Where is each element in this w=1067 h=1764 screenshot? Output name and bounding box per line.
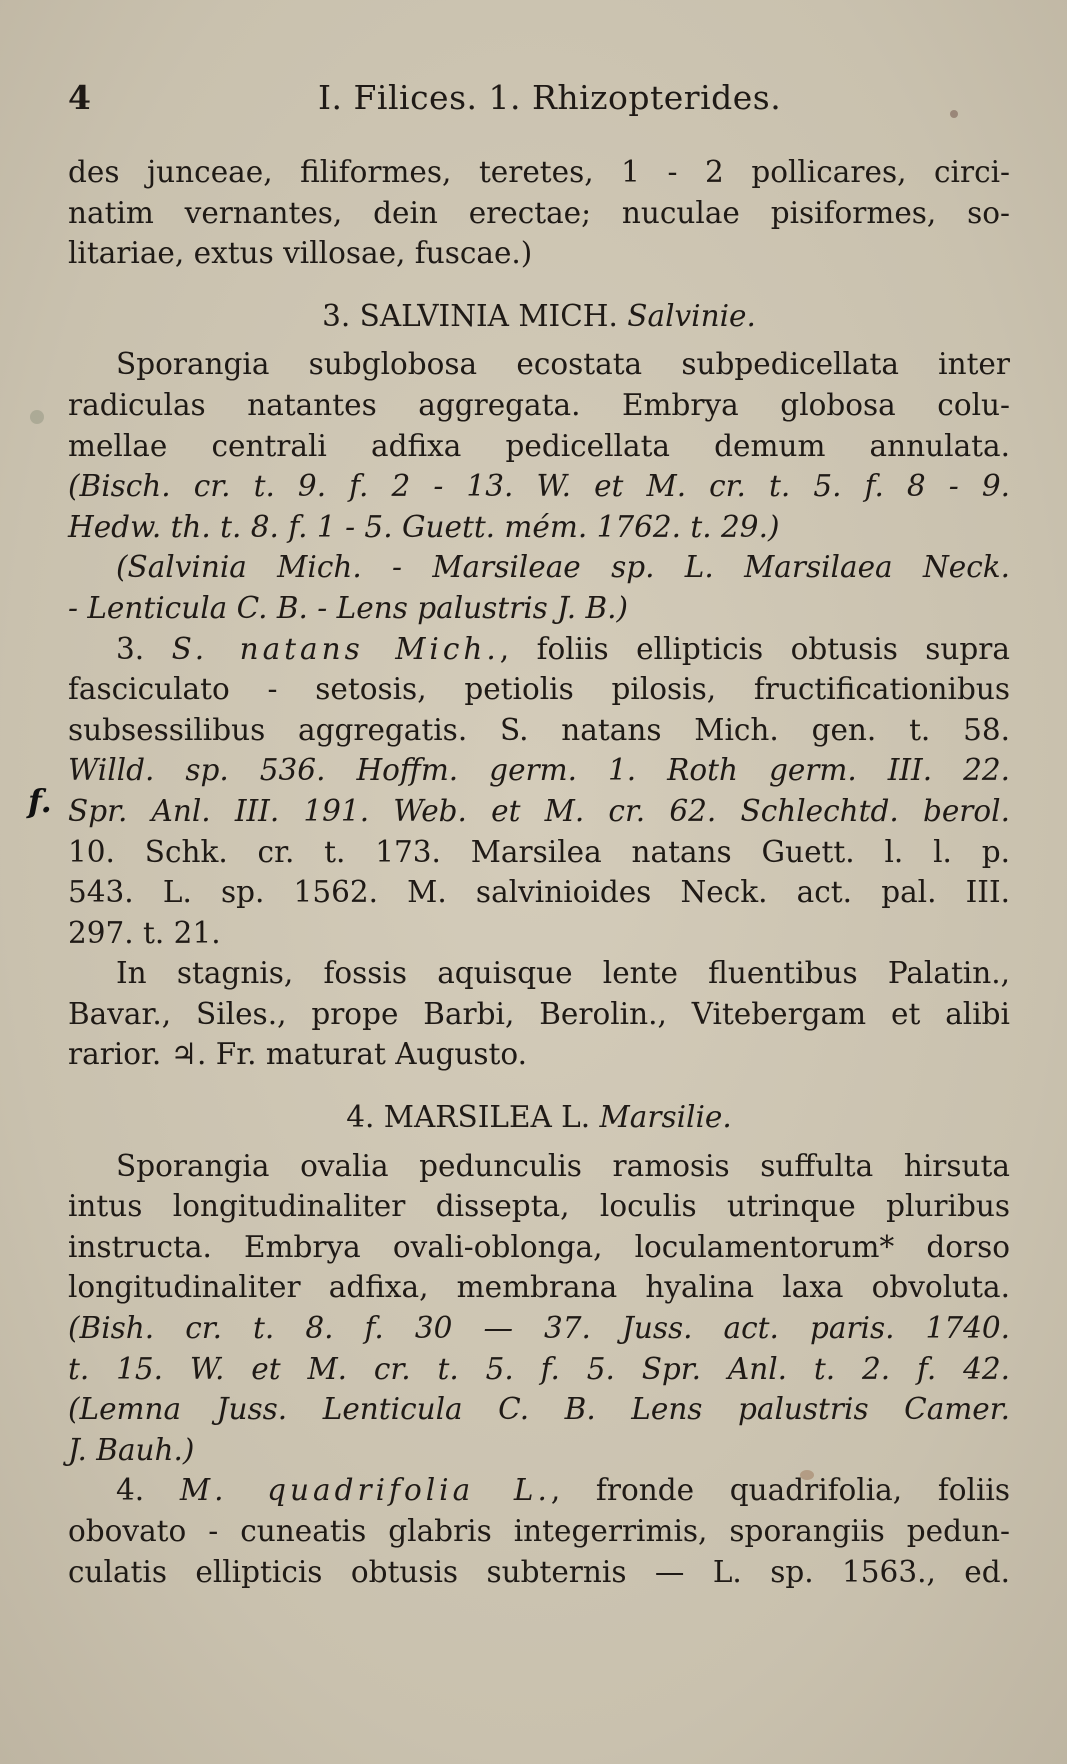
text-line: fasciculato - setosis, petiolis pilosis, fructificationibus (68, 672, 1010, 707)
text-line: des junceae, filiformes, teretes, 1 - 2 pollicares, circi- (68, 155, 1010, 189)
genus-heading-salvinia (68, 296, 1010, 337)
page-number: 4 (68, 78, 91, 117)
text-line: (Bish. cr. t. 8. f. 30 — 37. Juss. act. paris. 1740. (68, 1311, 1010, 1346)
text-line: natim vernantes, dein erectae; nuculae pisiformes, so- (68, 195, 1010, 230)
text-line: intus longitudinaliter dissepta, loculis utrinque pluribus (68, 1189, 1010, 1224)
text-line: mellae centrali adfixa pedicellata demum annulata. (68, 428, 1010, 463)
text-line: culatis ellipticis obtusis subternis — L. sp. 1563., ed. (68, 1554, 1010, 1589)
species-diagnosis: , foliis ellipticis obtusis supra (499, 631, 1010, 666)
text-line: Sporangia ovalia pedunculis ramosis suffulta hirsuta (116, 1148, 1010, 1183)
text-line: radiculas natantes aggregata. Embrya globosa colu- (68, 387, 1010, 422)
text-line: litariae, extus villosae, fuscae.) (68, 236, 533, 271)
text-line: longitudinaliter adfixa, membrana hyalina laxa obvoluta. (68, 1270, 1010, 1305)
page-header (68, 78, 998, 128)
paper-stain (30, 410, 44, 424)
species-name: M. quadrifolia L. (179, 1473, 551, 1508)
text-line: (Lemna Juss. Lenticula C. B. Lens palustris Camer. (68, 1392, 1010, 1427)
species-entry-marsilea-quadrifolia (68, 1470, 1010, 1511)
genus-name: 4. MARSILEA L. (346, 1100, 591, 1135)
genus-name: 3. SALVINIA MICH. (322, 298, 618, 333)
text-line: - Lenticula C. B. - Lens palustris J. B.) (68, 590, 629, 625)
species-number: 3. (116, 631, 145, 666)
running-title: I. Filices. 1. Rhizopterides. (318, 78, 782, 117)
text-line: In stagnis, fossis aquisque lente fluentibus Palatin., (116, 956, 1010, 991)
text-line: instructa. Embrya ovali-oblonga, loculamentorum* dorso (68, 1229, 1010, 1264)
text-line: (Salvinia Mich. - Marsileae sp. L. Marsilaea Neck. (116, 550, 1010, 585)
species-diagnosis: , fronde quadrifolia, foliis (550, 1473, 1010, 1508)
text-line: subsessilibus aggregatis. S. natans Mich. gen. t. 58. (68, 712, 1010, 747)
species-number: 4. (116, 1473, 145, 1508)
page-body (68, 152, 1010, 1592)
text-line: J. Bauh.) (68, 1432, 195, 1467)
text-line: t. 15. W. et M. cr. t. 5. f. 5. Spr. Anl. t. 2. f. 42. (68, 1351, 1010, 1386)
species-name: S. natans Mich. (171, 631, 500, 666)
text-line: Sporangia subglobosa ecostata subpedicellata inter (116, 347, 1010, 382)
species-entry-salvinia-natans (68, 629, 1010, 670)
text-line: rarior. ♃. Fr. maturat Augusto. (68, 1037, 528, 1072)
genus-heading-marsilea (68, 1097, 1010, 1138)
genus-vernacular: Marsilie. (599, 1100, 732, 1135)
text-line: Spr. Anl. III. 191. Web. et M. cr. 62. Schlechtd. berol. (68, 793, 1010, 828)
text-line: 297. t. 21. (68, 915, 221, 950)
text-line: Bavar., Siles., prope Barbi, Berolin., Vitebergam et alibi (68, 996, 1010, 1031)
text-line: 543. L. sp. 1562. M. salvinioides Neck. act. pal. III. (68, 875, 1010, 910)
genus-vernacular: Salvinie. (627, 298, 756, 333)
text-line: (Bisch. cr. t. 9. f. 2 - 13. W. et M. cr. t. 5. f. 8 - 9. (68, 469, 1010, 504)
margin-mark: f. (28, 782, 52, 820)
text-line: Hedw. th. t. 8. f. 1 - 5. Guett. mém. 1762. t. 29.) (68, 509, 780, 544)
text-line: 10. Schk. cr. t. 173. Marsilea natans Guett. l. l. p. (68, 834, 1010, 869)
text-line: Willd. sp. 536. Hoffm. germ. 1. Roth germ. III. 22. (68, 753, 1010, 788)
text-line: obovato - cuneatis glabris integerrimis, sporangiis pedun- (68, 1514, 1010, 1548)
